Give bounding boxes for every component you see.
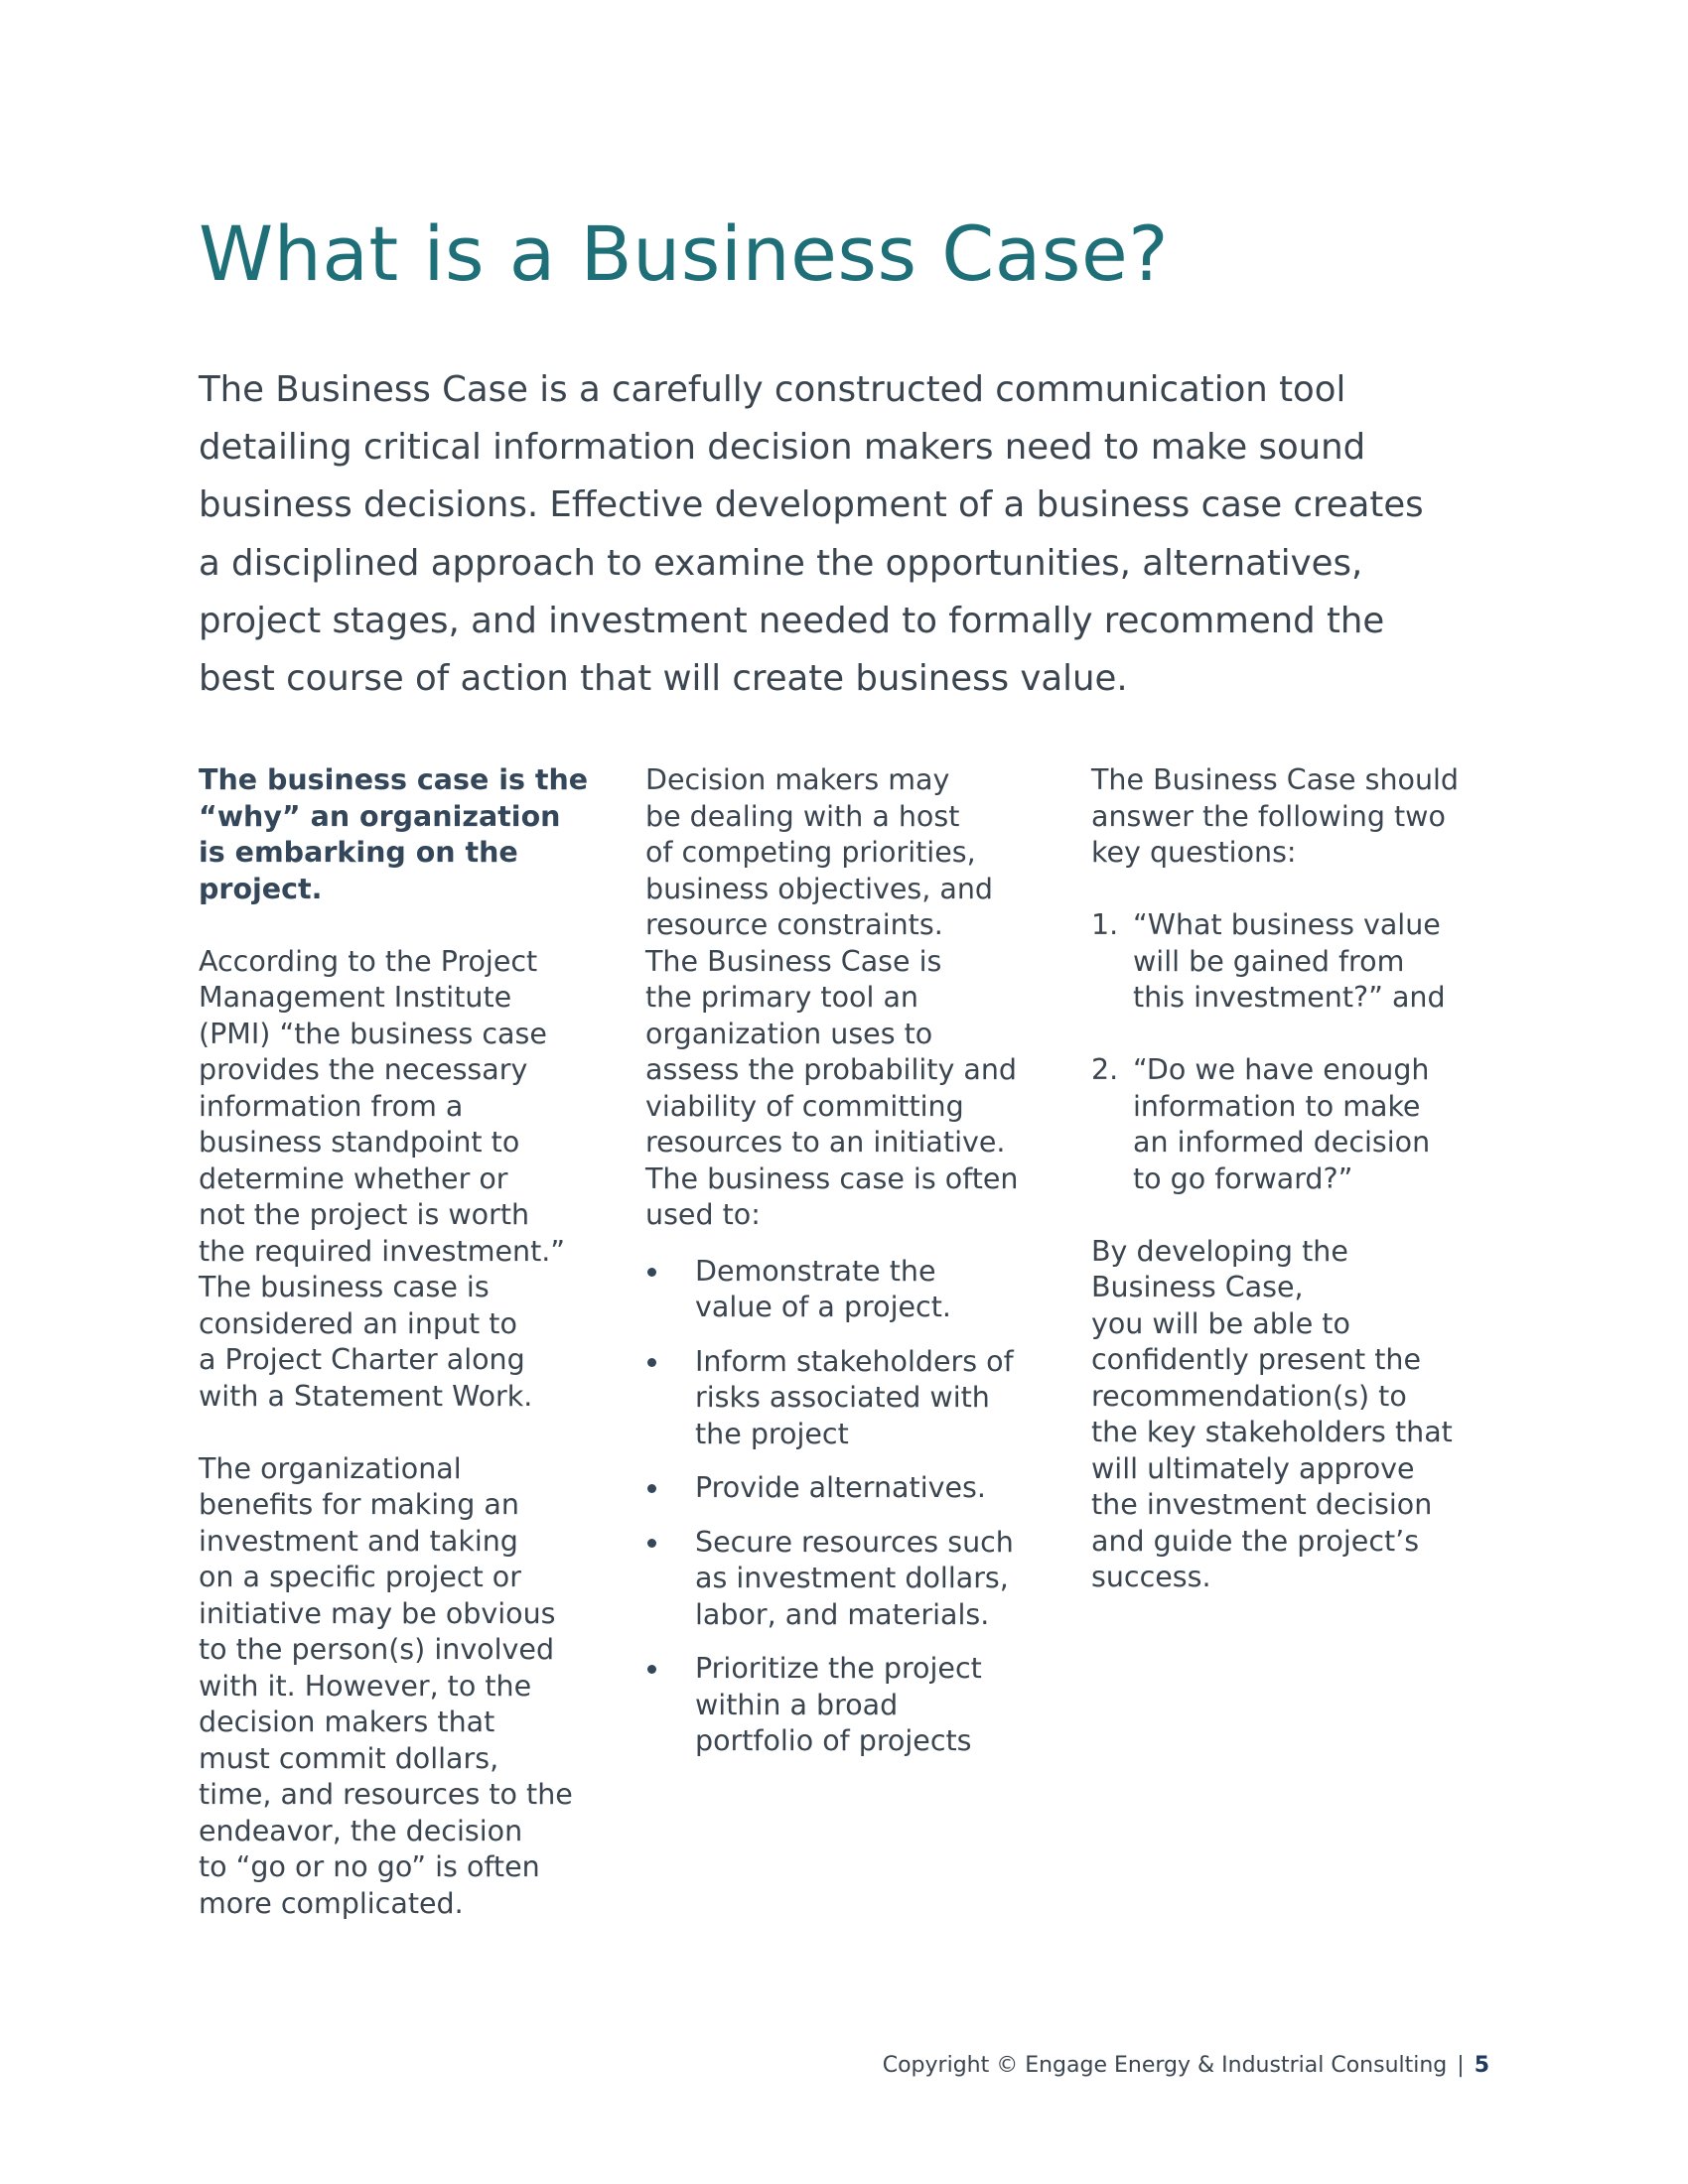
- text-line: Inform stakeholders of: [695, 1344, 1014, 1378]
- text-line: viability of committing: [645, 1089, 964, 1123]
- intro-line: business decisions. Effective development of a business case creates: [199, 484, 1424, 526]
- text-line: assess the probability and: [645, 1053, 1018, 1086]
- page-title: What is a Business Case?: [199, 209, 1170, 298]
- question-number: 2.: [1091, 1053, 1119, 1086]
- text-line: must commit dollars,: [199, 1741, 499, 1775]
- bullet-item: [645, 1470, 1062, 1507]
- text-line: (PMI) “the business case: [199, 1017, 547, 1050]
- text-line: “What business value: [1133, 908, 1441, 941]
- text-line: The business case is often: [645, 1161, 1019, 1195]
- spacer: [1091, 1017, 1508, 1053]
- intro-line: detailing critical information decision makers need to make sound: [199, 427, 1366, 469]
- text-line: you will be able to: [1091, 1306, 1350, 1340]
- text-line: value of a project.: [695, 1291, 951, 1323]
- text-line: The Business Case is: [645, 944, 942, 978]
- lead-line: The business case is the: [199, 763, 589, 796]
- pmi-definition-paragraph: [199, 944, 616, 1416]
- text-line: Prioritize the project: [695, 1652, 982, 1685]
- bullet-item: [645, 1651, 1062, 1760]
- text-line: portfolio of projects: [695, 1724, 972, 1757]
- page-number: 5: [1474, 2053, 1489, 2078]
- question-item: [1091, 1052, 1508, 1197]
- question-item: [1091, 907, 1508, 1017]
- text-line: used to:: [645, 1198, 761, 1231]
- copyright-text: Copyright © Engage Energy & Industrial Consulting: [882, 2053, 1448, 2078]
- text-line: labor, and materials.: [695, 1597, 990, 1631]
- bullet-icon: [647, 1665, 656, 1674]
- text-line: will ultimately approve: [1091, 1451, 1415, 1485]
- text-line: initiative may be obvious: [199, 1596, 556, 1630]
- text-line: more complicated.: [199, 1886, 464, 1920]
- spacer: [1091, 1197, 1508, 1234]
- text-line: Business Case,: [1091, 1271, 1304, 1303]
- spacer: [199, 1415, 616, 1451]
- text-line: as investment dollars,: [695, 1562, 1009, 1594]
- lead-line: project.: [199, 872, 323, 905]
- text-line: resources to an initiative.: [645, 1126, 1006, 1159]
- text-line: with it. However, to the: [199, 1669, 532, 1703]
- text-line: of competing priorities,: [645, 836, 976, 869]
- bullet-icon: [647, 1484, 656, 1493]
- intro-line: best course of action that will create business value.: [199, 658, 1128, 700]
- text-line: By developing the: [1091, 1234, 1348, 1268]
- text-line: to the person(s) involved: [199, 1633, 555, 1666]
- text-line: to “go or no go” is often: [199, 1850, 540, 1883]
- intro-line: a disciplined approach to examine the opportunities, alternatives,: [199, 542, 1363, 584]
- key-questions-intro: [1091, 762, 1508, 872]
- text-line: answer the following two: [1091, 799, 1446, 833]
- text-line: with a Statement Work.: [199, 1379, 533, 1413]
- text-line: the key stakeholders that: [1091, 1416, 1453, 1448]
- text-line: The business case is: [199, 1271, 490, 1303]
- bullet-item: [645, 1525, 1062, 1634]
- intro-line: The Business Case is a carefully constructed communication tool: [199, 369, 1346, 410]
- text-line: endeavor, the decision: [199, 1814, 523, 1847]
- decision-makers-paragraph: [645, 762, 1062, 1234]
- text-line: Demonstrate the: [695, 1254, 936, 1288]
- text-line: not the project is worth: [199, 1198, 530, 1231]
- text-line: within a broad: [695, 1688, 899, 1721]
- uses-bullet-list: [645, 1254, 1062, 1760]
- text-line: on a specific project or: [199, 1561, 521, 1593]
- text-line: to go forward?”: [1133, 1161, 1353, 1195]
- text-line: risks associated with: [695, 1381, 990, 1414]
- column-left: [199, 762, 616, 1922]
- text-line: considered an input to: [199, 1306, 517, 1340]
- text-line: the required investment.”: [199, 1234, 566, 1268]
- text-line: time, and resources to the: [199, 1778, 573, 1811]
- text-line: information to make: [1133, 1089, 1421, 1123]
- text-line: recommendation(s) to: [1091, 1379, 1407, 1413]
- lead-line: “why” an organization: [199, 799, 561, 833]
- page-footer: [883, 2053, 1489, 2078]
- text-line: the project: [695, 1417, 849, 1450]
- text-line: decision makers that: [199, 1706, 495, 1738]
- text-line: benefits for making an: [199, 1488, 519, 1521]
- text-line: Provide alternatives.: [695, 1471, 986, 1504]
- lead-line: is embarking on the: [199, 836, 518, 869]
- text-line: provides the necessary: [199, 1053, 528, 1086]
- column-right: [1091, 762, 1508, 1596]
- intro-paragraph: [199, 361, 1509, 708]
- text-line: a Project Charter along: [199, 1343, 525, 1376]
- text-line: the investment decision: [1091, 1488, 1433, 1521]
- lead-statement: [199, 762, 616, 907]
- text-line: Secure resources such: [695, 1525, 1014, 1559]
- organizational-benefits-paragraph: [199, 1451, 616, 1923]
- text-line: The organizational: [199, 1451, 462, 1485]
- text-line: investment and taking: [199, 1524, 518, 1558]
- text-line: key questions:: [1091, 836, 1297, 869]
- bullet-icon: [647, 1268, 656, 1277]
- spacer: [1091, 872, 1508, 908]
- text-line: success.: [1091, 1561, 1211, 1593]
- text-line: confidently present the: [1091, 1343, 1421, 1376]
- text-line: determine whether or: [199, 1161, 508, 1195]
- text-line: be dealing with a host: [645, 799, 960, 833]
- text-line: information from a: [199, 1089, 464, 1123]
- intro-line: project stages, and investment needed to formally recommend the: [199, 600, 1385, 641]
- text-line: The Business Case should: [1091, 763, 1460, 796]
- bullet-item: [645, 1344, 1062, 1453]
- text-line: According to the Project: [199, 944, 538, 978]
- column-middle: [645, 762, 1062, 1760]
- text-line: Management Institute: [199, 981, 512, 1014]
- footer-separator: |: [1457, 2053, 1465, 2078]
- text-line: “Do we have enough: [1133, 1053, 1430, 1086]
- bullet-icon: [647, 1539, 656, 1548]
- text-line: organization uses to: [645, 1017, 933, 1050]
- closing-paragraph: [1091, 1234, 1508, 1596]
- bullet-icon: [647, 1358, 656, 1367]
- text-line: business standpoint to: [199, 1126, 520, 1159]
- text-line: resource constraints.: [645, 908, 943, 941]
- question-number: 1.: [1091, 908, 1119, 941]
- bullet-item: [645, 1254, 1062, 1326]
- text-line: and guide the project’s: [1091, 1524, 1420, 1558]
- text-line: will be gained from: [1133, 944, 1405, 978]
- text-line: this investment?” and: [1133, 981, 1446, 1014]
- text-line: business objectives, and: [645, 872, 994, 905]
- spacer: [199, 907, 616, 944]
- text-line: the primary tool an: [645, 981, 918, 1014]
- text-line: Decision makers may: [645, 763, 950, 796]
- text-line: an informed decision: [1133, 1126, 1431, 1159]
